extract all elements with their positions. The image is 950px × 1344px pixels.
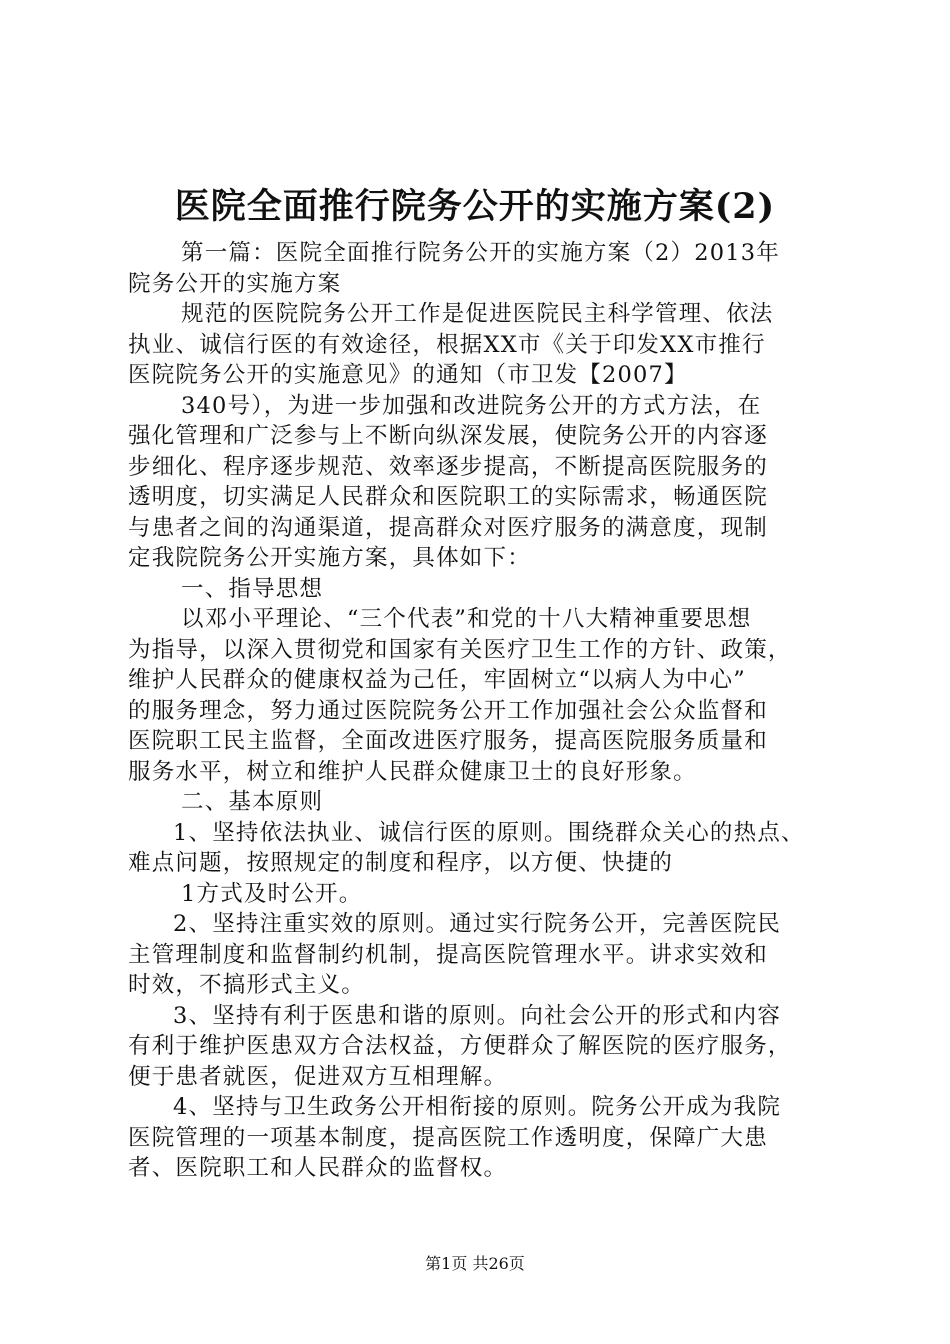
section-heading: 一、指导思想 [181,575,324,602]
body-line: 医院院务公开的实施意见》的通知（市卫发【2007】 [128,362,688,388]
document-title: 医院全面推行院务公开的实施方案(2) [174,186,776,227]
body-line: 医院管理的一项基本制度，提高医院工作透明度，保障广大患 [128,1124,768,1151]
body-line: 服务水平，树立和维护人民群众健康卫士的良好形象。 [128,758,697,785]
body-line: 340号），为进一步加强和改进院务公开的方式方法，在 [181,392,762,419]
body-line: 便于患者就医，促进双方互相理解。 [128,1063,508,1090]
body-line: 1、坚持依法执业、诚信行医的原则。围绕群众关心的热点、 [173,819,805,846]
body-line: 定我院院务公开实施方案，具体如下： [128,545,531,571]
body-line: 规范的医院院务公开工作是促进医院民主科学管理、依法 [181,301,774,327]
body-line: 的服务理念，努力通过医院院务公开工作加强社会公众监督和 [128,697,768,724]
section-heading: 二、基本原则 [181,789,324,815]
body-line: 4、坚持与卫生政务公开相衔接的原则。院务公开成为我院 [173,1094,782,1120]
body-line: 主管理制度和监督制约机制，提高医院管理水平。讲求实效和 [128,941,768,968]
body-line: 有利于维护医患双方合法权益，方便群众了解医院的医疗服务， [128,1033,792,1059]
body-line: 执业、诚信行医的有效途径，根据XX市《关于印发XX市推行 [128,331,766,358]
body-line: 难点问题，按照规定的制度和程序，以方便、快捷的 [128,850,674,876]
body-line: 医院职工民主监督，全面改进医疗服务，提高医院服务质量和 [128,728,768,754]
body-line: 强化管理和广泛参与上不断向纵深发展，使院务公开的内容逐 [128,423,768,449]
body-line: 者、医院职工和人民群众的监督权。 [128,1155,508,1181]
body-line: 时效，不搞形式主义。 [128,972,366,998]
body-line: 维护人民群众的健康权益为己任，牢固树立“以病人为中心” [128,667,746,693]
body-line: 第一篇：医院全面推行院务公开的实施方案（2）2013年 [181,240,780,266]
body-line: 以邓小平理论、“三个代表”和党的十八大精神重要思想 [181,606,752,632]
body-line: 院务公开的实施方案 [128,270,342,297]
body-line: 2、坚持注重实效的原则。通过实行院务公开，完善医院民 [173,911,782,937]
body-line: 1方式及时公开。 [181,880,363,907]
page-footer: 第1页 共26页 [425,1254,525,1273]
body-line: 透明度，切实满足人民群众和医院职工的实际需求，畅通医院 [128,484,768,510]
body-line: 为指导，以深入贯彻党和国家有关医疗卫生工作的方针、政策， [128,636,792,663]
body-line: 3、坚持有利于医患和谐的原则。向社会公开的形式和内容 [173,1002,782,1029]
document-body [128,238,828,1184]
body-line: 与患者之间的沟通渠道，提高群众对医疗服务的满意度，现制 [128,514,768,541]
body-line: 步细化、程序逐步规范、效率逐步提高，不断提高医院服务的 [128,453,768,480]
